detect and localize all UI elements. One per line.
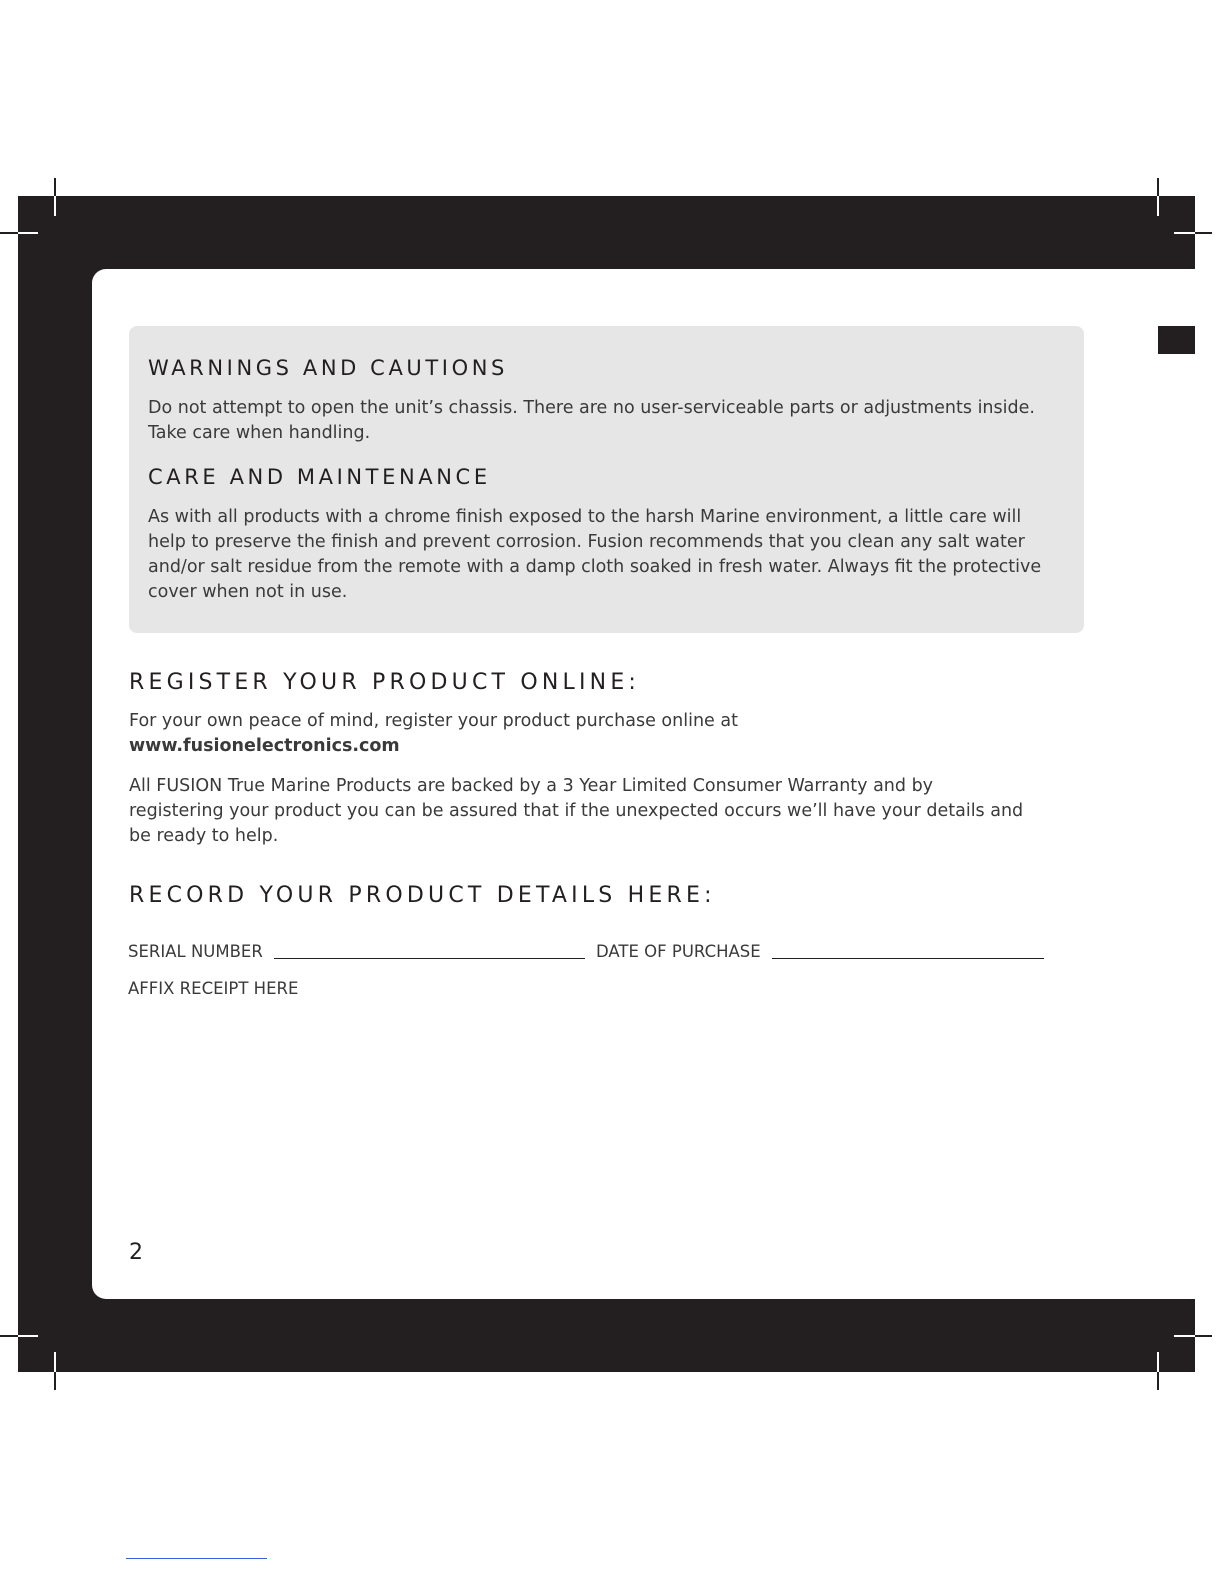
crop-mark — [1157, 1372, 1159, 1390]
care-body: As with all products with a chrome finish exposed to the harsh Marine environment, a little care will help to preserve the finish and prevent corrosion. Fusion recommends that you clean any salt water and/or salt residue from the remote with a damp cloth soaked in fresh water. Always fit the protective cover when not in use. — [148, 507, 1042, 602]
crop-mark — [1195, 232, 1212, 234]
date-of-purchase-label: DATE OF PURCHASE — [596, 942, 761, 961]
care-heading: CARE AND MAINTENANCE — [148, 465, 491, 489]
crop-mark — [54, 1372, 56, 1390]
crop-mark — [1157, 178, 1159, 196]
crop-mark — [0, 1335, 18, 1337]
crop-mark — [0, 232, 18, 234]
crop-mark — [54, 178, 56, 196]
page-number: 2 — [129, 1240, 143, 1265]
register-url-link[interactable]: www.fusionelectronics.com — [129, 736, 400, 756]
warnings-body: Do not attempt to open the unit’s chassis. There are no user-serviceable parts or adjustments inside. Take care when handling. — [148, 398, 1035, 443]
crop-mark — [1195, 1335, 1212, 1337]
register-intro — [129, 709, 1029, 759]
register-intro-text: For your own peace of mind, register your product purchase online at — [129, 711, 738, 731]
footer-rule — [126, 1558, 267, 1559]
warnings-heading: WARNINGS AND CAUTIONS — [148, 356, 508, 380]
record-heading: RECORD YOUR PRODUCT DETAILS HERE: — [129, 883, 716, 908]
serial-number-label: SERIAL NUMBER — [128, 942, 263, 961]
section-tab-marker — [1158, 326, 1195, 354]
date-of-purchase-field[interactable] — [772, 958, 1044, 959]
serial-number-field[interactable] — [274, 958, 585, 959]
warranty-text: All FUSION True Marine Products are backed by a 3 Year Limited Consumer Warranty and by registering your product you can be assured that if the unexpected occurs we’ll have your details and be ready to help. — [129, 776, 1024, 846]
affix-receipt-label: AFFIX RECEIPT HERE — [128, 979, 299, 998]
register-heading: REGISTER YOUR PRODUCT ONLINE: — [129, 670, 641, 695]
